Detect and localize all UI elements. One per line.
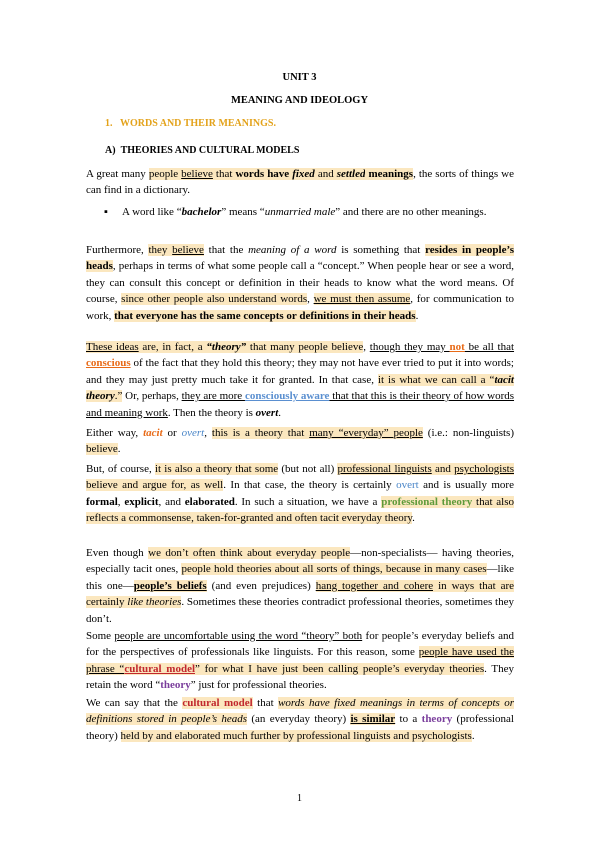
section-a-title: THEORIES AND CULTURAL MODELS — [120, 145, 300, 156]
text-run: hang together and cohere — [315, 579, 434, 592]
bullet-marker: ▪ — [104, 206, 108, 218]
text-run: Furthermore, — [86, 244, 149, 256]
text-run: people — [148, 168, 182, 180]
text-run: to a — [395, 713, 422, 726]
text-run: cultural model — [124, 662, 196, 675]
text-run: “theory” — [206, 341, 247, 353]
text-run: people hold theories about all sorts of things, because in many cases — [181, 563, 487, 576]
text-run: and — [431, 463, 455, 475]
text-run: cultural model — [182, 697, 253, 709]
text-run: in ways that are certainly — [86, 579, 515, 609]
paragraph-8 — [86, 695, 514, 744]
text-run: it is also a theory that some — [154, 463, 279, 475]
section-1-number: 1. — [105, 118, 113, 129]
text-run: professional linguists — [337, 463, 432, 475]
text-run: they — [148, 244, 173, 256]
text-run: . Sometimes these theories contradict professional theories, sometimes they don’t. — [86, 596, 514, 625]
text-run: meaning of a word — [248, 244, 337, 256]
section-1-heading — [105, 118, 276, 129]
text-run: elaborated — [184, 495, 235, 508]
text-run: held by and elaborated much further by professional linguists and psychologists — [120, 729, 472, 742]
document-title: MEANING AND IDEOLOGY — [230, 95, 369, 106]
text-run: These ideas — [86, 341, 139, 353]
text-run: theory — [421, 713, 453, 726]
text-run: tacit theory — [86, 373, 514, 403]
text-run: —non-specialists— having theories, especially tacit ones, — [86, 547, 514, 576]
section-1-title: WORDS AND THEIR MEANINGS. — [120, 118, 276, 129]
text-run: .” — [114, 390, 123, 403]
text-run: we must then assume — [313, 293, 411, 306]
paragraph-3 — [86, 339, 514, 421]
text-run: people’s beliefs — [133, 579, 207, 592]
text-run: . — [117, 443, 121, 456]
text-run: ” for what I have just been calling people’s everyday theories — [195, 662, 485, 675]
text-run: , perhaps in terms of what some people call a “concept.” When people hear or see a word, they can consult this concept or definition in their heads to know what the word means. Of course, — [86, 260, 514, 306]
text-run: theory — [160, 679, 191, 692]
text-run: is similar — [350, 713, 396, 726]
text-run: bachelor — [181, 206, 222, 218]
text-run: , for communication to work, — [86, 293, 514, 322]
text-run: and is usually more — [418, 479, 514, 492]
bullet-item — [104, 204, 514, 220]
text-run: unmarried male — [264, 206, 336, 218]
text-run: words have — [235, 168, 293, 180]
text-run: . — [471, 729, 475, 742]
text-run: . — [278, 406, 282, 419]
text-run: it is what we can call a “ — [377, 373, 495, 386]
text-run: that — [252, 697, 279, 709]
text-run: (and even prejudices) — [206, 579, 316, 592]
text-run: though they may — [369, 341, 450, 353]
text-run: But, of course, — [86, 463, 155, 475]
text-run: (an everyday theory) — [246, 713, 351, 726]
text-run: this is a theory that — [211, 427, 310, 439]
text-run: believe — [86, 443, 118, 456]
text-run: ” and there are no other meanings. — [335, 206, 487, 218]
text-run: Some — [86, 630, 115, 642]
text-run: ” just for professional theories. — [190, 679, 327, 692]
text-run: explicit — [124, 495, 159, 508]
text-run: be all that — [464, 341, 515, 353]
text-run: overt — [255, 406, 279, 419]
text-run: they are more — [181, 390, 245, 403]
text-run: . In that case, the theory is certainly — [223, 479, 397, 492]
text-run: Or, perhaps, — [122, 390, 182, 403]
paragraph-1 — [86, 166, 514, 199]
paragraph-5 — [86, 461, 514, 527]
paragraph-7 — [86, 628, 514, 694]
section-a-number: A) — [105, 145, 116, 156]
text-run: like theories — [127, 596, 182, 609]
text-run: for people’s everyday beliefs and for the perspectives of professionals like linguists. For this reason, some — [86, 630, 514, 659]
text-run: A great many — [86, 168, 149, 180]
text-run: . — [412, 512, 415, 525]
paragraph-2 — [86, 242, 514, 324]
section-a-heading — [105, 145, 299, 156]
text-run: words have fixed meanings in terms of concepts or definitions stored in people’s heads — [86, 697, 515, 726]
text-run: , — [363, 341, 370, 353]
text-run: , — [117, 495, 125, 508]
text-run: resides in people’s heads — [86, 244, 515, 273]
text-run: , and — [158, 495, 185, 508]
text-run: people have used the phrase “ — [86, 646, 514, 675]
text-run: settled — [336, 168, 366, 180]
text-run: , — [307, 293, 314, 306]
text-run: meanings — [365, 168, 414, 180]
text-run: of the fact that they hold this theory; they may not have ever tried to put it into words; and they may just pretty much take it for granted. In that case, — [86, 357, 514, 386]
text-run: . In such a situation, we have a — [234, 495, 382, 508]
text-run: . Then the theory is — [167, 406, 256, 419]
text-run: that the — [203, 244, 249, 256]
text-run: is something that — [336, 244, 426, 256]
text-run: professional theory — [381, 495, 473, 508]
text-run: or — [162, 427, 182, 439]
text-run: overt — [181, 427, 205, 439]
text-run: A word like “ — [122, 206, 182, 218]
text-run: , the sorts of things we can find in a dictionary. — [86, 168, 515, 197]
page-number: 1 — [297, 793, 302, 804]
text-run: psychologists — [454, 463, 514, 475]
text-run: are, in fact, a — [138, 341, 207, 353]
text-run: that also reflects a commonsense, taken-for-granted and often tacit everyday theory — [86, 495, 515, 525]
text-run: Either way, — [86, 427, 144, 439]
text-run: that many people believe — [246, 341, 364, 353]
paragraph-4 — [86, 425, 514, 458]
text-run: not — [449, 341, 465, 353]
text-run: . They retain the word “ — [86, 662, 514, 692]
text-run: We can say that the — [86, 697, 183, 709]
text-run: formal — [86, 495, 118, 508]
text-run: that that this is their theory of how words and meaning work — [86, 390, 515, 419]
text-run: since other people also understand words — [121, 293, 308, 306]
bullet-text — [104, 204, 514, 220]
text-run: that — [212, 168, 236, 180]
text-run: conscious — [86, 357, 131, 370]
text-run: and — [314, 168, 337, 180]
text-run: that everyone has the same concepts or definitions in their heads — [114, 309, 416, 322]
text-run: Even though — [86, 547, 149, 559]
text-run: (professional theory) — [86, 713, 514, 742]
text-run: we don’t often think about everyday people — [148, 547, 351, 559]
text-run: , — [204, 427, 212, 439]
text-run: . — [415, 309, 419, 322]
text-run: ” means “ — [221, 206, 265, 218]
text-run: fixed — [292, 168, 315, 180]
text-run: —like this one— — [86, 563, 515, 592]
text-run: many “everyday” people — [309, 427, 423, 439]
text-run: believe — [181, 168, 213, 180]
text-run: (but not all) — [278, 463, 338, 475]
text-run: believe — [172, 244, 204, 256]
paragraph-6 — [86, 545, 514, 627]
unit-heading: UNIT 3 — [282, 72, 317, 83]
text-run: people are uncomfortable using the word “theory” both — [114, 630, 363, 642]
text-run: believe and argue for, as well — [86, 479, 224, 492]
text-run: consciously aware — [244, 390, 330, 403]
text-run: (i.e.: non-linguists) — [422, 427, 514, 439]
text-run: overt — [396, 479, 419, 492]
text-run: tacit — [143, 427, 163, 439]
